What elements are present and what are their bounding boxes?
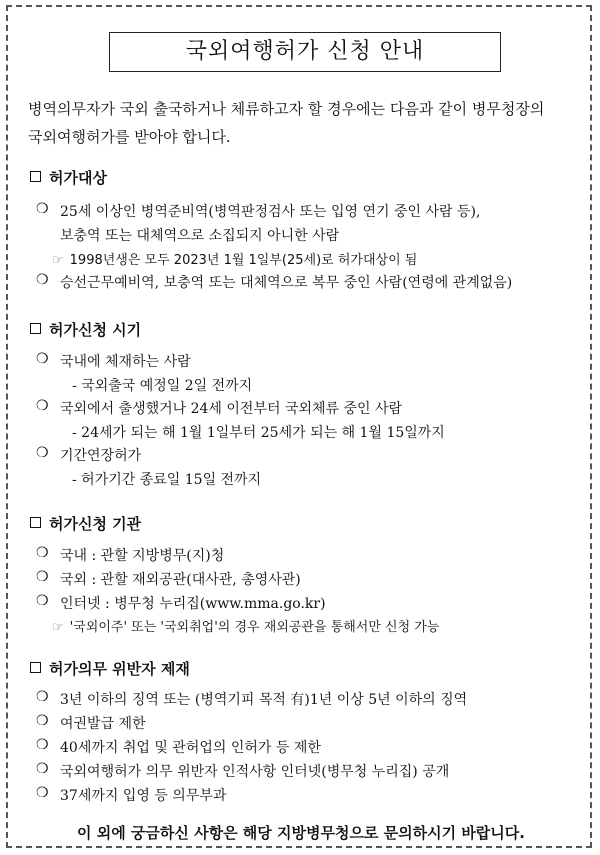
square-bullet-icon <box>30 171 41 182</box>
circle-bullet-icon: ❍ <box>36 593 49 609</box>
circle-bullet-icon: ❍ <box>36 398 49 414</box>
circle-bullet-icon: ❍ <box>36 569 49 585</box>
circle-bullet-icon: ❍ <box>36 761 49 777</box>
circle-bullet-icon: ❍ <box>36 785 49 801</box>
timing-item-1-sub: - 국외출국 예정일 2일 전까지 <box>72 378 253 394</box>
page-title: 국외여행허가 신청 안내 <box>109 32 501 72</box>
pointing-hand-icon: ☞ <box>52 620 64 635</box>
penalty-item-1: 3년 이하의 징역 또는 (병역기피 목적 有)1년 이상 5년 이하의 징역 <box>60 692 468 708</box>
timing-item-2: 국외에서 출생했거나 24세 이전부터 국외체류 중인 사람 <box>60 401 403 417</box>
intro-line-2: 국외여행허가를 받아야 합니다. <box>28 128 231 146</box>
circle-bullet-icon: ❍ <box>36 737 49 753</box>
penalty-item-5: 37세까지 입영 등 의무부과 <box>60 788 227 804</box>
square-bullet-icon <box>30 662 41 673</box>
notice-page <box>6 5 592 848</box>
agency-item-2: 국외 : 관할 재외공관(대사관, 총영사관) <box>60 572 301 588</box>
section-heading-penalties: 허가의무 위반자 제재 <box>30 658 190 679</box>
eligibility-item-2: 승선근무예비역, 보충역 또는 대체역으로 복무 중인 사람(연령에 관계없음) <box>60 275 513 291</box>
circle-bullet-icon: ❍ <box>36 689 49 705</box>
eligibility-note: ☞ 1998년생은 모두 2023년 1월 1일부(25세)로 허가대상이 됨 <box>52 253 418 268</box>
section-heading-agency: 허가신청 기관 <box>30 513 141 534</box>
circle-bullet-icon: ❍ <box>36 201 49 217</box>
contact-footer: 이 외에 궁금하신 사항은 해당 지방병무청으로 문의하시기 바랍니다. <box>77 824 525 842</box>
timing-item-3: 기간연장허가 <box>60 448 142 464</box>
agency-item-1: 국내 : 관할 지방병무(지)청 <box>60 548 225 564</box>
penalty-item-4: 국외여행허가 의무 위반자 인적사항 인터넷(병무청 누리집) 공개 <box>60 764 450 780</box>
timing-item-1: 국내에 체재하는 사람 <box>60 354 191 370</box>
circle-bullet-icon: ❍ <box>36 351 49 367</box>
timing-item-2-sub: - 24세가 되는 해 1월 1일부터 25세가 되는 해 1월 15일까지 <box>72 425 445 441</box>
intro-line-1: 병역의무자가 국외 출국하거나 체류하고자 할 경우에는 다음과 같이 병무청장의 <box>28 100 545 118</box>
agency-item-3: 인터넷 : 병무청 누리집(www.mma.go.kr) <box>60 596 326 612</box>
penalty-item-2: 여권발급 제한 <box>60 716 146 732</box>
circle-bullet-icon: ❍ <box>36 445 49 461</box>
circle-bullet-icon: ❍ <box>36 713 49 729</box>
section-heading-timing: 허가신청 시기 <box>30 319 141 340</box>
square-bullet-icon <box>30 517 41 528</box>
eligibility-item-1-line-1: 25세 이상인 병역준비역(병역판정검사 또는 입영 연기 중인 사람 등), <box>60 204 481 220</box>
square-bullet-icon <box>30 323 41 334</box>
timing-item-3-sub: - 허가기간 종료일 15일 전까지 <box>72 472 262 488</box>
pointing-hand-icon: ☞ <box>52 253 64 268</box>
penalty-item-3: 40세까지 취업 및 관허업의 인허가 등 제한 <box>60 740 321 756</box>
intro-paragraph <box>28 95 588 151</box>
circle-bullet-icon: ❍ <box>36 272 49 288</box>
agency-note: ☞ '국외이주' 또는 '국외취업'의 경우 재외공관을 통해서만 신청 가능 <box>52 620 440 635</box>
circle-bullet-icon: ❍ <box>36 545 49 561</box>
section-heading-eligibility: 허가대상 <box>30 167 107 188</box>
eligibility-item-1-line-2: 보충역 또는 대체역으로 소집되지 아니한 사람 <box>60 228 340 244</box>
